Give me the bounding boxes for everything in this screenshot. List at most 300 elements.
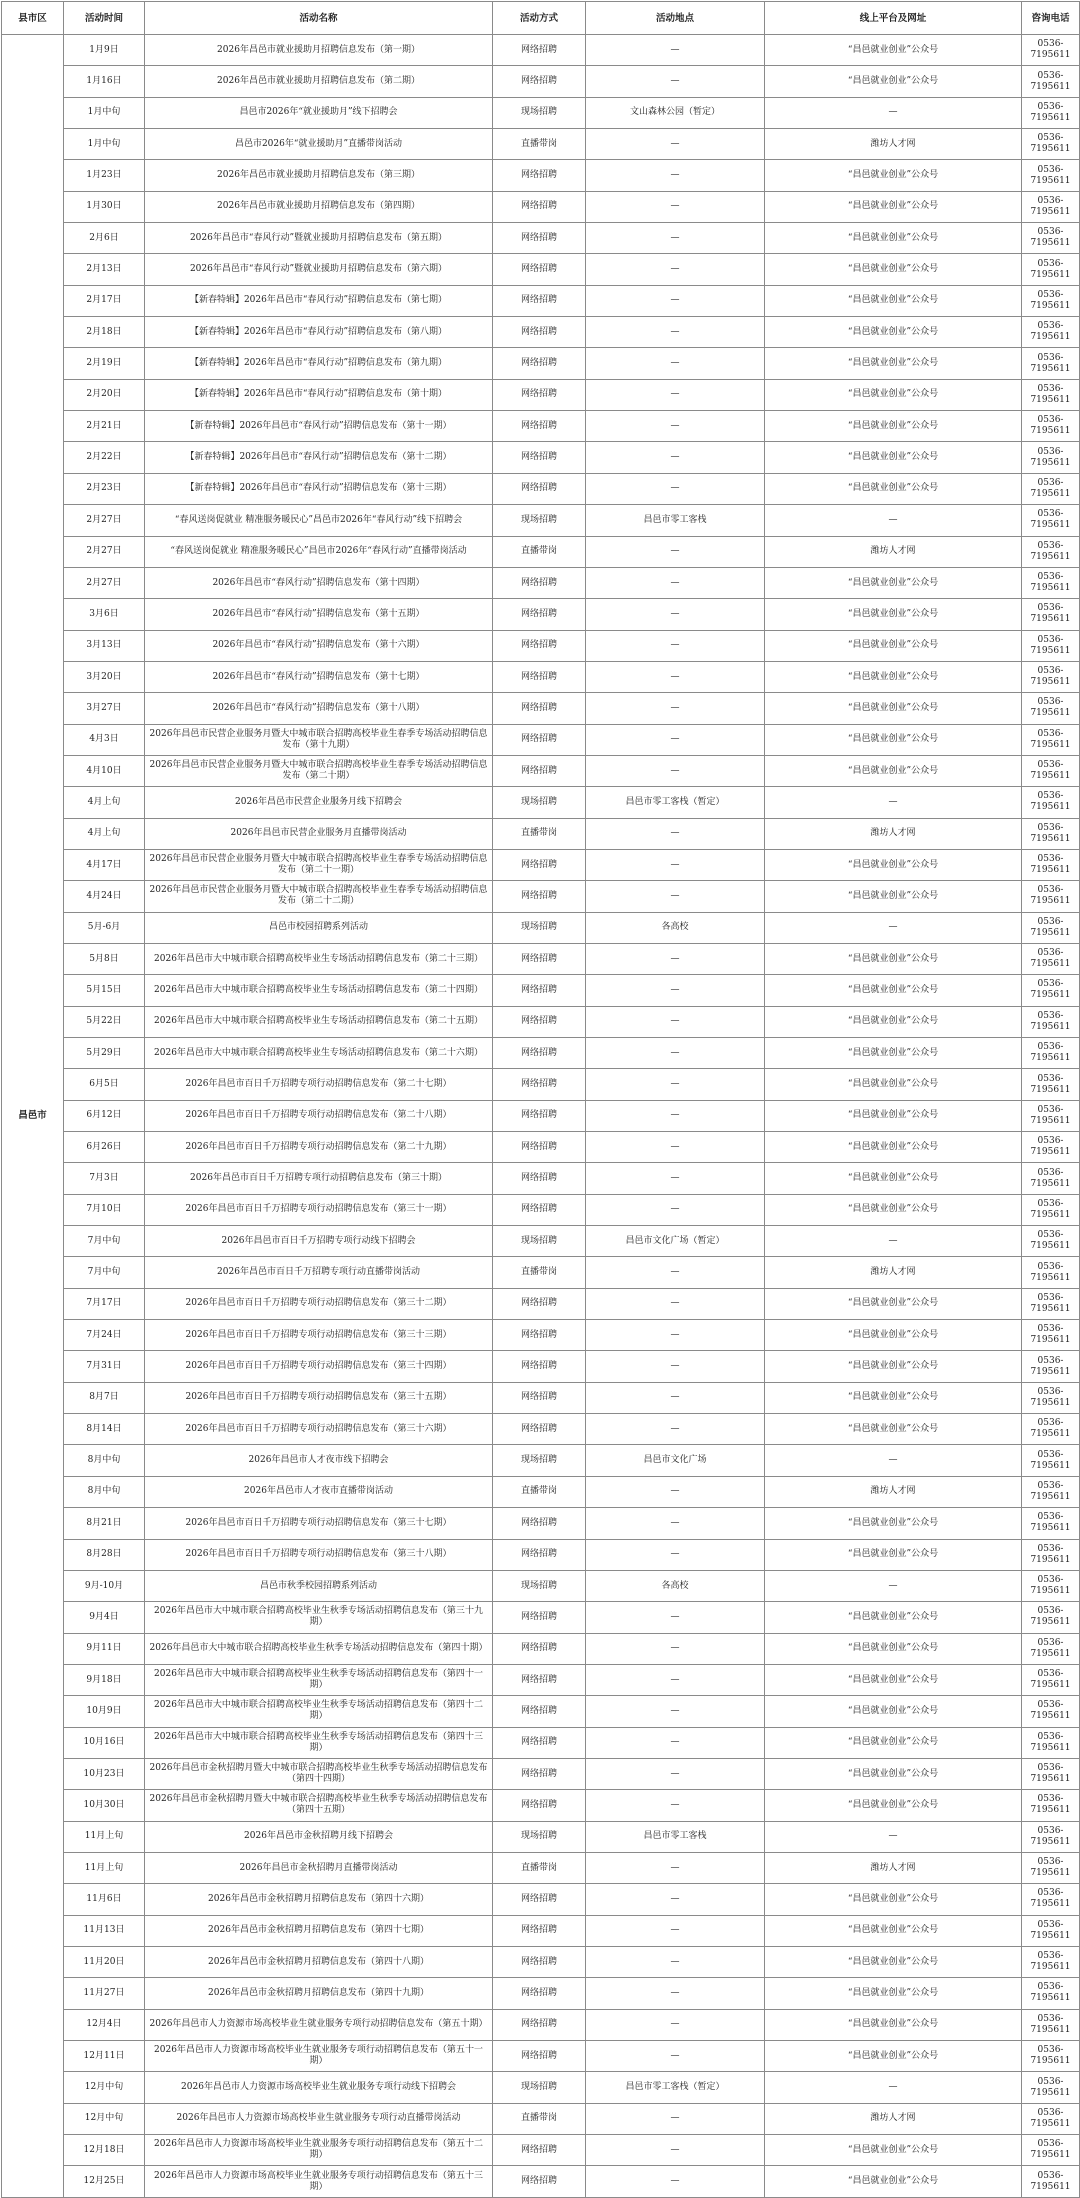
cell-phone: 0536-7195611 xyxy=(1022,849,1080,880)
cell-location: — xyxy=(586,630,765,661)
cell-location: — xyxy=(586,1163,765,1194)
cell-phone: 0536-7195611 xyxy=(1022,1884,1080,1915)
cell-activity-name: 2026年昌邑市民营企业服务月线下招聘会 xyxy=(145,787,493,818)
cell-platform: “昌邑就业创业”公众号 xyxy=(765,1194,1022,1225)
cell-location: — xyxy=(586,1351,765,1382)
cell-location: — xyxy=(586,1382,765,1413)
cell-location: — xyxy=(586,2041,765,2072)
cell-location: 昌邑市文化广场 xyxy=(586,1445,765,1476)
table-row xyxy=(2,285,1080,316)
cell-location: — xyxy=(586,1539,765,1570)
cell-activity-name: 2026年昌邑市就业援助月招聘信息发布（第一期） xyxy=(145,35,493,66)
table-row xyxy=(2,599,1080,630)
cell-platform: “昌邑就业创业”公众号 xyxy=(765,473,1022,504)
cell-platform: 潍坊人才网 xyxy=(765,1257,1022,1288)
cell-platform: “昌邑就业创业”公众号 xyxy=(765,223,1022,254)
table-row xyxy=(2,2166,1080,2197)
cell-platform: “昌邑就业创业”公众号 xyxy=(765,160,1022,191)
table-row xyxy=(2,787,1080,818)
cell-phone: 0536-7195611 xyxy=(1022,1476,1080,1507)
cell-time: 4月上旬 xyxy=(64,818,145,849)
cell-activity-name: 2026年昌邑市大中城市联合招聘高校毕业生秋季专场活动招聘信息发布（第四十三期） xyxy=(145,1727,493,1758)
table-row xyxy=(2,1226,1080,1257)
cell-platform: “昌邑就业创业”公众号 xyxy=(765,442,1022,473)
table-row xyxy=(2,1696,1080,1727)
table-row xyxy=(2,818,1080,849)
cell-activity-name: 2026年昌邑市人力资源市场高校毕业生就业服务专项行动直播带岗活动 xyxy=(145,2103,493,2134)
table-row xyxy=(2,1414,1080,1445)
cell-activity-name: 2026年昌邑市百日千万招聘专项行动招聘信息发布（第二十九期） xyxy=(145,1132,493,1163)
cell-phone: 0536-7195611 xyxy=(1022,1664,1080,1695)
cell-activity-name: 2026年昌邑市百日千万招聘专项行动招聘信息发布（第三十七期） xyxy=(145,1508,493,1539)
table-row xyxy=(2,1194,1080,1225)
cell-method: 网络招聘 xyxy=(493,1006,586,1037)
cell-location: — xyxy=(586,1946,765,1977)
table-row xyxy=(2,1508,1080,1539)
table-row xyxy=(2,881,1080,912)
cell-time: 8月14日 xyxy=(64,1414,145,1445)
cell-method: 网络招聘 xyxy=(493,348,586,379)
cell-platform: “昌邑就业创业”公众号 xyxy=(765,1038,1022,1069)
cell-platform: “昌邑就业创业”公众号 xyxy=(765,567,1022,598)
cell-location: — xyxy=(586,1978,765,2009)
cell-time: 5月22日 xyxy=(64,1006,145,1037)
cell-time: 1月中旬 xyxy=(64,97,145,128)
cell-phone: 0536-7195611 xyxy=(1022,1163,1080,1194)
cell-phone: 0536-7195611 xyxy=(1022,755,1080,786)
cell-location: — xyxy=(586,849,765,880)
cell-location: 各高校 xyxy=(586,1570,765,1601)
cell-activity-name: 2026年昌邑市百日千万招聘专项行动招聘信息发布（第三十八期） xyxy=(145,1539,493,1570)
cell-phone: 0536-7195611 xyxy=(1022,442,1080,473)
table-row xyxy=(2,1382,1080,1413)
cell-method: 网络招聘 xyxy=(493,975,586,1006)
cell-time: 12月4日 xyxy=(64,2009,145,2040)
table-row xyxy=(2,1852,1080,1883)
cell-method: 网络招聘 xyxy=(493,2166,586,2197)
cell-phone: 0536-7195611 xyxy=(1022,2041,1080,2072)
cell-location: — xyxy=(586,1633,765,1664)
cell-location: — xyxy=(586,1915,765,1946)
cell-method: 网络招聘 xyxy=(493,943,586,974)
table-row xyxy=(2,1758,1080,1789)
cell-platform: “昌邑就业创业”公众号 xyxy=(765,1633,1022,1664)
table-row xyxy=(2,411,1080,442)
table-row xyxy=(2,2103,1080,2134)
cell-activity-name: 2026年昌邑市人力资源市场高校毕业生就业服务专项行动招聘信息发布（第五十三期） xyxy=(145,2166,493,2197)
cell-method: 网络招聘 xyxy=(493,442,586,473)
cell-platform: “昌邑就业创业”公众号 xyxy=(765,1884,1022,1915)
cell-phone: 0536-7195611 xyxy=(1022,191,1080,222)
cell-location: — xyxy=(586,191,765,222)
cell-platform: “昌邑就业创业”公众号 xyxy=(765,1978,1022,2009)
cell-location: — xyxy=(586,1476,765,1507)
cell-platform: 潍坊人才网 xyxy=(765,1476,1022,1507)
cell-phone: 0536-7195611 xyxy=(1022,66,1080,97)
table-row xyxy=(2,1069,1080,1100)
table-row xyxy=(2,1257,1080,1288)
cell-phone: 0536-7195611 xyxy=(1022,1633,1080,1664)
cell-activity-name: 2026年昌邑市百日千万招聘专项行动招聘信息发布（第三十期） xyxy=(145,1163,493,1194)
activity-schedule-sheet xyxy=(1,1,1080,2198)
cell-method: 网络招聘 xyxy=(493,755,586,786)
cell-location: — xyxy=(586,943,765,974)
table-row xyxy=(2,630,1080,661)
cell-activity-name: 2026年昌邑市大中城市联合招聘高校毕业生专场活动招聘信息发布（第二十六期） xyxy=(145,1038,493,1069)
cell-time: 11月上旬 xyxy=(64,1821,145,1852)
cell-platform: “昌邑就业创业”公众号 xyxy=(765,2041,1022,2072)
cell-method: 现场招聘 xyxy=(493,97,586,128)
table-row xyxy=(2,1915,1080,1946)
cell-platform: “昌邑就业创业”公众号 xyxy=(765,317,1022,348)
cell-method: 直播带岗 xyxy=(493,536,586,567)
table-row xyxy=(2,661,1080,692)
cell-platform: — xyxy=(765,787,1022,818)
cell-location: — xyxy=(586,1320,765,1351)
cell-method: 网络招聘 xyxy=(493,1884,586,1915)
cell-method: 网络招聘 xyxy=(493,1727,586,1758)
cell-location: — xyxy=(586,129,765,160)
cell-time: 11月上旬 xyxy=(64,1852,145,1883)
cell-time: 1月中旬 xyxy=(64,129,145,160)
cell-phone: 0536-7195611 xyxy=(1022,630,1080,661)
cell-phone: 0536-7195611 xyxy=(1022,724,1080,755)
header-platform: 线上平台及网址 xyxy=(765,2,1022,35)
cell-activity-name: 2026年昌邑市“春风行动”暨就业援助月招聘信息发布（第五期） xyxy=(145,223,493,254)
cell-time: 10月16日 xyxy=(64,1727,145,1758)
cell-time: 2月13日 xyxy=(64,254,145,285)
cell-platform: “昌邑就业创业”公众号 xyxy=(765,1508,1022,1539)
table-row xyxy=(2,693,1080,724)
cell-phone: 0536-7195611 xyxy=(1022,1320,1080,1351)
table-row xyxy=(2,317,1080,348)
table-row xyxy=(2,348,1080,379)
cell-time: 8月28日 xyxy=(64,1539,145,1570)
cell-method: 直播带岗 xyxy=(493,1852,586,1883)
cell-phone: 0536-7195611 xyxy=(1022,1382,1080,1413)
cell-time: 7月31日 xyxy=(64,1351,145,1382)
header-phone: 咨询电话 xyxy=(1022,2,1080,35)
cell-method: 网络招聘 xyxy=(493,160,586,191)
table-row xyxy=(2,943,1080,974)
cell-location: — xyxy=(586,1414,765,1445)
cell-platform: — xyxy=(765,2072,1022,2103)
cell-location: — xyxy=(586,536,765,567)
cell-phone: 0536-7195611 xyxy=(1022,1758,1080,1789)
table-row xyxy=(2,254,1080,285)
cell-phone: 0536-7195611 xyxy=(1022,787,1080,818)
cell-activity-name: “春风送岗促就业 精准服务暖民心”昌邑市2026年“春风行动”线下招聘会 xyxy=(145,505,493,536)
cell-time: 3月20日 xyxy=(64,661,145,692)
cell-method: 现场招聘 xyxy=(493,1445,586,1476)
cell-activity-name: 2026年昌邑市百日千万招聘专项行动招聘信息发布（第三十六期） xyxy=(145,1414,493,1445)
cell-phone: 0536-7195611 xyxy=(1022,536,1080,567)
cell-activity-name: 昌邑市秋季校园招聘系列活动 xyxy=(145,1570,493,1601)
cell-location: — xyxy=(586,567,765,598)
cell-phone: 0536-7195611 xyxy=(1022,1915,1080,1946)
cell-location: — xyxy=(586,881,765,912)
cell-platform: “昌邑就业创业”公众号 xyxy=(765,254,1022,285)
cell-location: — xyxy=(586,379,765,410)
cell-method: 网络招聘 xyxy=(493,1946,586,1977)
cell-phone: 0536-7195611 xyxy=(1022,1257,1080,1288)
cell-time: 8月7日 xyxy=(64,1382,145,1413)
cell-platform: “昌邑就业创业”公众号 xyxy=(765,66,1022,97)
table-row xyxy=(2,1602,1080,1633)
header-row xyxy=(2,2,1080,35)
cell-time: 10月9日 xyxy=(64,1696,145,1727)
cell-location: — xyxy=(586,2103,765,2134)
cell-location: — xyxy=(586,1508,765,1539)
cell-platform: “昌邑就业创业”公众号 xyxy=(765,2135,1022,2166)
cell-time: 11月27日 xyxy=(64,1978,145,2009)
table-row xyxy=(2,97,1080,128)
table-row xyxy=(2,567,1080,598)
header-location: 活动地点 xyxy=(586,2,765,35)
cell-platform: — xyxy=(765,1570,1022,1601)
cell-location: 昌邑市零工客栈 xyxy=(586,1821,765,1852)
cell-phone: 0536-7195611 xyxy=(1022,661,1080,692)
cell-phone: 0536-7195611 xyxy=(1022,1414,1080,1445)
cell-location: — xyxy=(586,473,765,504)
cell-platform: “昌邑就业创业”公众号 xyxy=(765,881,1022,912)
cell-phone: 0536-7195611 xyxy=(1022,473,1080,504)
cell-time: 10月30日 xyxy=(64,1790,145,1821)
header-county: 县市区 xyxy=(2,2,64,35)
cell-location: 各高校 xyxy=(586,912,765,943)
table-header xyxy=(2,2,1080,35)
cell-location: — xyxy=(586,1758,765,1789)
table-row xyxy=(2,160,1080,191)
table-row xyxy=(2,1320,1080,1351)
cell-location: — xyxy=(586,755,765,786)
header-time: 活动时间 xyxy=(64,2,145,35)
cell-phone: 0536-7195611 xyxy=(1022,1132,1080,1163)
cell-method: 直播带岗 xyxy=(493,2103,586,2134)
cell-phone: 0536-7195611 xyxy=(1022,1727,1080,1758)
table-row xyxy=(2,473,1080,504)
cell-phone: 0536-7195611 xyxy=(1022,1006,1080,1037)
cell-method: 网络招聘 xyxy=(493,2041,586,2072)
cell-phone: 0536-7195611 xyxy=(1022,943,1080,974)
cell-activity-name: 2026年昌邑市金秋招聘月招聘信息发布（第四十八期） xyxy=(145,1946,493,1977)
cell-activity-name: 2026年昌邑市大中城市联合招聘高校毕业生专场活动招聘信息发布（第二十三期） xyxy=(145,943,493,974)
cell-method: 网络招聘 xyxy=(493,1508,586,1539)
table-row xyxy=(2,1006,1080,1037)
table-row xyxy=(2,1946,1080,1977)
cell-phone: 0536-7195611 xyxy=(1022,505,1080,536)
cell-method: 网络招聘 xyxy=(493,66,586,97)
table-row xyxy=(2,1288,1080,1319)
cell-activity-name: 2026年昌邑市“春风行动”招聘信息发布（第十四期） xyxy=(145,567,493,598)
cell-phone: 0536-7195611 xyxy=(1022,912,1080,943)
cell-method: 网络招聘 xyxy=(493,1382,586,1413)
cell-time: 2月6日 xyxy=(64,223,145,254)
cell-activity-name: 2026年昌邑市人才夜市线下招聘会 xyxy=(145,1445,493,1476)
cell-activity-name: 2026年昌邑市百日千万招聘专项行动线下招聘会 xyxy=(145,1226,493,1257)
cell-location: — xyxy=(586,2166,765,2197)
cell-platform: “昌邑就业创业”公众号 xyxy=(765,943,1022,974)
cell-time: 7月中旬 xyxy=(64,1257,145,1288)
cell-phone: 0536-7195611 xyxy=(1022,599,1080,630)
cell-location: 昌邑市零工客栈 xyxy=(586,505,765,536)
cell-time: 4月17日 xyxy=(64,849,145,880)
cell-phone: 0536-7195611 xyxy=(1022,1696,1080,1727)
cell-location: — xyxy=(586,599,765,630)
cell-method: 网络招聘 xyxy=(493,285,586,316)
cell-platform: — xyxy=(765,912,1022,943)
cell-location: — xyxy=(586,1664,765,1695)
cell-platform: “昌邑就业创业”公众号 xyxy=(765,1790,1022,1821)
cell-activity-name: 【新春特辑】2026年昌邑市“春风行动”招聘信息发布（第七期） xyxy=(145,285,493,316)
cell-time: 7月3日 xyxy=(64,1163,145,1194)
cell-time: 8月中旬 xyxy=(64,1445,145,1476)
cell-time: 2月27日 xyxy=(64,567,145,598)
cell-phone: 0536-7195611 xyxy=(1022,285,1080,316)
cell-location: — xyxy=(586,1602,765,1633)
cell-activity-name: 昌邑市2026年“就业援助月”直播带岗活动 xyxy=(145,129,493,160)
cell-time: 7月10日 xyxy=(64,1194,145,1225)
cell-phone: 0536-7195611 xyxy=(1022,129,1080,160)
table-row xyxy=(2,755,1080,786)
cell-method: 网络招聘 xyxy=(493,1633,586,1664)
cell-method: 网络招聘 xyxy=(493,1038,586,1069)
cell-phone: 0536-7195611 xyxy=(1022,1508,1080,1539)
cell-platform: “昌邑就业创业”公众号 xyxy=(765,1006,1022,1037)
cell-method: 网络招聘 xyxy=(493,849,586,880)
cell-platform: “昌邑就业创业”公众号 xyxy=(765,1696,1022,1727)
cell-location: — xyxy=(586,1194,765,1225)
cell-phone: 0536-7195611 xyxy=(1022,1852,1080,1883)
activity-table xyxy=(1,1,1080,2198)
cell-time: 9月4日 xyxy=(64,1602,145,1633)
cell-platform: “昌邑就业创业”公众号 xyxy=(765,1132,1022,1163)
table-row xyxy=(2,849,1080,880)
cell-activity-name: 2026年昌邑市“春风行动”暨就业援助月招聘信息发布（第六期） xyxy=(145,254,493,285)
header-method: 活动方式 xyxy=(493,2,586,35)
cell-phone: 0536-7195611 xyxy=(1022,223,1080,254)
header-activity-name: 活动名称 xyxy=(145,2,493,35)
cell-method: 网络招聘 xyxy=(493,223,586,254)
cell-platform: “昌邑就业创业”公众号 xyxy=(765,1288,1022,1319)
cell-phone: 0536-7195611 xyxy=(1022,1288,1080,1319)
cell-activity-name: 2026年昌邑市金秋招聘月暨大中城市联合招聘高校毕业生秋季专场活动招聘信息发布（第四十四期） xyxy=(145,1758,493,1789)
cell-activity-name: 2026年昌邑市百日千万招聘专项行动招聘信息发布（第三十一期） xyxy=(145,1194,493,1225)
cell-phone: 0536-7195611 xyxy=(1022,2009,1080,2040)
cell-phone: 0536-7195611 xyxy=(1022,975,1080,1006)
cell-location: 文山森林公园（暂定） xyxy=(586,97,765,128)
cell-time: 2月20日 xyxy=(64,379,145,410)
cell-method: 网络招聘 xyxy=(493,1069,586,1100)
cell-time: 12月25日 xyxy=(64,2166,145,2197)
cell-activity-name: 2026年昌邑市大中城市联合招聘高校毕业生秋季专场活动招聘信息发布（第三十九期） xyxy=(145,1602,493,1633)
cell-activity-name: 昌邑市校园招聘系列活动 xyxy=(145,912,493,943)
cell-activity-name: 【新春特辑】2026年昌邑市“春风行动”招聘信息发布（第十二期） xyxy=(145,442,493,473)
table-row xyxy=(2,379,1080,410)
cell-platform: “昌邑就业创业”公众号 xyxy=(765,1163,1022,1194)
cell-location: — xyxy=(586,1790,765,1821)
table-row xyxy=(2,1038,1080,1069)
cell-location: — xyxy=(586,1852,765,1883)
cell-method: 网络招聘 xyxy=(493,661,586,692)
cell-location: — xyxy=(586,1069,765,1100)
cell-method: 网络招聘 xyxy=(493,1320,586,1351)
cell-platform: — xyxy=(765,505,1022,536)
table-row xyxy=(2,1727,1080,1758)
cell-method: 现场招聘 xyxy=(493,2072,586,2103)
table-row xyxy=(2,129,1080,160)
table-row xyxy=(2,1790,1080,1821)
cell-activity-name: 2026年昌邑市就业援助月招聘信息发布（第四期） xyxy=(145,191,493,222)
cell-time: 9月18日 xyxy=(64,1664,145,1695)
cell-location: — xyxy=(586,411,765,442)
cell-time: 1月23日 xyxy=(64,160,145,191)
cell-phone: 0536-7195611 xyxy=(1022,411,1080,442)
cell-phone: 0536-7195611 xyxy=(1022,2103,1080,2134)
table-row xyxy=(2,505,1080,536)
cell-location: — xyxy=(586,442,765,473)
cell-method: 网络招聘 xyxy=(493,473,586,504)
cell-method: 网络招聘 xyxy=(493,1351,586,1382)
cell-time: 11月6日 xyxy=(64,1884,145,1915)
table-row xyxy=(2,1132,1080,1163)
cell-activity-name: 2026年昌邑市金秋招聘月招聘信息发布（第四十九期） xyxy=(145,1978,493,2009)
cell-method: 网络招聘 xyxy=(493,1915,586,1946)
cell-phone: 0536-7195611 xyxy=(1022,693,1080,724)
table-row xyxy=(2,1445,1080,1476)
cell-method: 网络招聘 xyxy=(493,1100,586,1131)
cell-location: — xyxy=(586,1884,765,1915)
cell-platform: “昌邑就业创业”公众号 xyxy=(765,975,1022,1006)
cell-platform: 潍坊人才网 xyxy=(765,129,1022,160)
cell-time: 1月30日 xyxy=(64,191,145,222)
cell-activity-name: 2026年昌邑市大中城市联合招聘高校毕业生秋季专场活动招聘信息发布（第四十二期） xyxy=(145,1696,493,1727)
table-row xyxy=(2,1570,1080,1601)
cell-method: 网络招聘 xyxy=(493,1758,586,1789)
cell-location: — xyxy=(586,818,765,849)
cell-method: 网络招聘 xyxy=(493,630,586,661)
table-row xyxy=(2,35,1080,66)
cell-time: 12月中旬 xyxy=(64,2103,145,2134)
cell-time: 12月11日 xyxy=(64,2041,145,2072)
cell-method: 网络招聘 xyxy=(493,1163,586,1194)
cell-activity-name: 2026年昌邑市金秋招聘月线下招聘会 xyxy=(145,1821,493,1852)
cell-time: 12月中旬 xyxy=(64,2072,145,2103)
cell-activity-name: 2026年昌邑市百日千万招聘专项行动招聘信息发布（第二十七期） xyxy=(145,1069,493,1100)
cell-platform: “昌邑就业创业”公众号 xyxy=(765,724,1022,755)
cell-location: — xyxy=(586,1288,765,1319)
cell-phone: 0536-7195611 xyxy=(1022,1194,1080,1225)
cell-activity-name: 2026年昌邑市“春风行动”招聘信息发布（第十六期） xyxy=(145,630,493,661)
cell-activity-name: 2026年昌邑市民营企业服务月暨大中城市联合招聘高校毕业生春季专场活动招聘信息发布（第十九期） xyxy=(145,724,493,755)
cell-platform: “昌邑就业创业”公众号 xyxy=(765,1602,1022,1633)
table-row xyxy=(2,1351,1080,1382)
table-row xyxy=(2,912,1080,943)
cell-location: — xyxy=(586,1257,765,1288)
cell-time: 4月3日 xyxy=(64,724,145,755)
cell-phone: 0536-7195611 xyxy=(1022,1946,1080,1977)
cell-platform: “昌邑就业创业”公众号 xyxy=(765,661,1022,692)
cell-method: 网络招聘 xyxy=(493,411,586,442)
table-row xyxy=(2,66,1080,97)
cell-phone: 0536-7195611 xyxy=(1022,1445,1080,1476)
cell-platform: “昌邑就业创业”公众号 xyxy=(765,35,1022,66)
cell-phone: 0536-7195611 xyxy=(1022,1790,1080,1821)
cell-platform: — xyxy=(765,97,1022,128)
cell-time: 12月18日 xyxy=(64,2135,145,2166)
cell-activity-name: 2026年昌邑市就业援助月招聘信息发布（第三期） xyxy=(145,160,493,191)
table-row xyxy=(2,2041,1080,2072)
